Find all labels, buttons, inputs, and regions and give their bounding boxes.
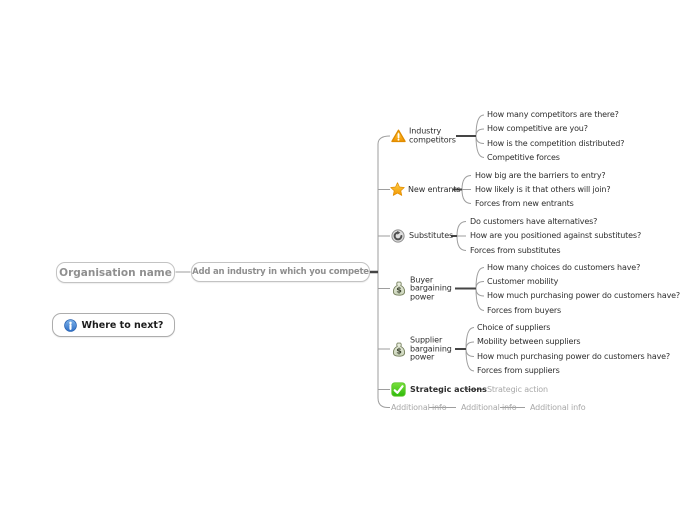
additional-info-node[interactable]: Additional info bbox=[391, 402, 447, 412]
leaf-node[interactable]: How likely is it that others will join? bbox=[475, 184, 611, 194]
checkmark-icon bbox=[391, 382, 406, 397]
leaf-node[interactable]: How many competitors are there? bbox=[487, 110, 619, 119]
warning-icon bbox=[391, 129, 406, 143]
where-to-next-node[interactable] bbox=[52, 313, 175, 337]
leaf-node[interactable]: Forces from substitutes bbox=[470, 245, 561, 255]
leaf-node[interactable]: Competitive forces bbox=[487, 152, 560, 162]
leaf-node[interactable]: How big are the barriers to entry? bbox=[475, 170, 606, 180]
root-node-label: Organisation name bbox=[59, 266, 172, 279]
substitutes-cycle-icon bbox=[391, 229, 405, 243]
branch-strategic-actions[interactable]: Strategic actions bbox=[410, 384, 487, 394]
add-industry-node[interactable] bbox=[191, 262, 370, 282]
leaf-node[interactable]: Customer mobility bbox=[487, 276, 559, 286]
svg-text:$: $ bbox=[396, 285, 402, 295]
leaf-node[interactable]: Choice of suppliers bbox=[477, 322, 551, 332]
additional-info-node[interactable]: Additional info bbox=[461, 402, 517, 412]
leaf-node[interactable]: How many choices do customers have? bbox=[487, 262, 641, 272]
branch-supplier-bargaining-power[interactable]: Supplier bargaining power bbox=[410, 335, 452, 362]
add-industry-label: Add an industry in which you compete bbox=[192, 267, 369, 277]
branch-substitutes[interactable]: Substitutes bbox=[409, 230, 454, 240]
branch-industry-competitors[interactable]: Industry competitors bbox=[409, 126, 456, 144]
leaf-node[interactable]: Do customers have alternatives? bbox=[470, 216, 598, 226]
leaf-node[interactable]: How competitive are you? bbox=[487, 124, 588, 133]
info-icon bbox=[64, 319, 77, 332]
leaf-node[interactable]: How much purchasing power do customers have? bbox=[487, 291, 681, 300]
leaf-node[interactable]: Forces from new entrants bbox=[475, 198, 574, 208]
svg-text:$: $ bbox=[396, 346, 402, 356]
leaf-node[interactable]: How are you positioned against substitutes? bbox=[470, 231, 642, 240]
branch-buyer-bargaining-power[interactable]: Buyer bargaining power bbox=[410, 274, 452, 301]
root-node[interactable] bbox=[56, 262, 175, 283]
leaf-node[interactable]: Forces from suppliers bbox=[477, 366, 560, 375]
star-icon bbox=[390, 182, 405, 197]
leaf-node[interactable]: How is the competition distributed? bbox=[487, 138, 625, 148]
money-bag-icon bbox=[392, 281, 406, 296]
leaf-node[interactable]: Mobility between suppliers bbox=[477, 337, 581, 346]
where-to-next-label: Where to next? bbox=[81, 319, 164, 331]
leaf-node[interactable]: Forces from buyers bbox=[487, 305, 562, 315]
additional-info-node[interactable]: Additional info bbox=[530, 402, 586, 412]
money-bag-icon bbox=[392, 342, 406, 357]
leaf-node-placeholder[interactable]: Strategic action bbox=[487, 384, 548, 394]
leaf-node[interactable]: How much purchasing power do customers have? bbox=[477, 351, 671, 361]
branch-new-entrants[interactable]: New entrants bbox=[408, 184, 461, 194]
